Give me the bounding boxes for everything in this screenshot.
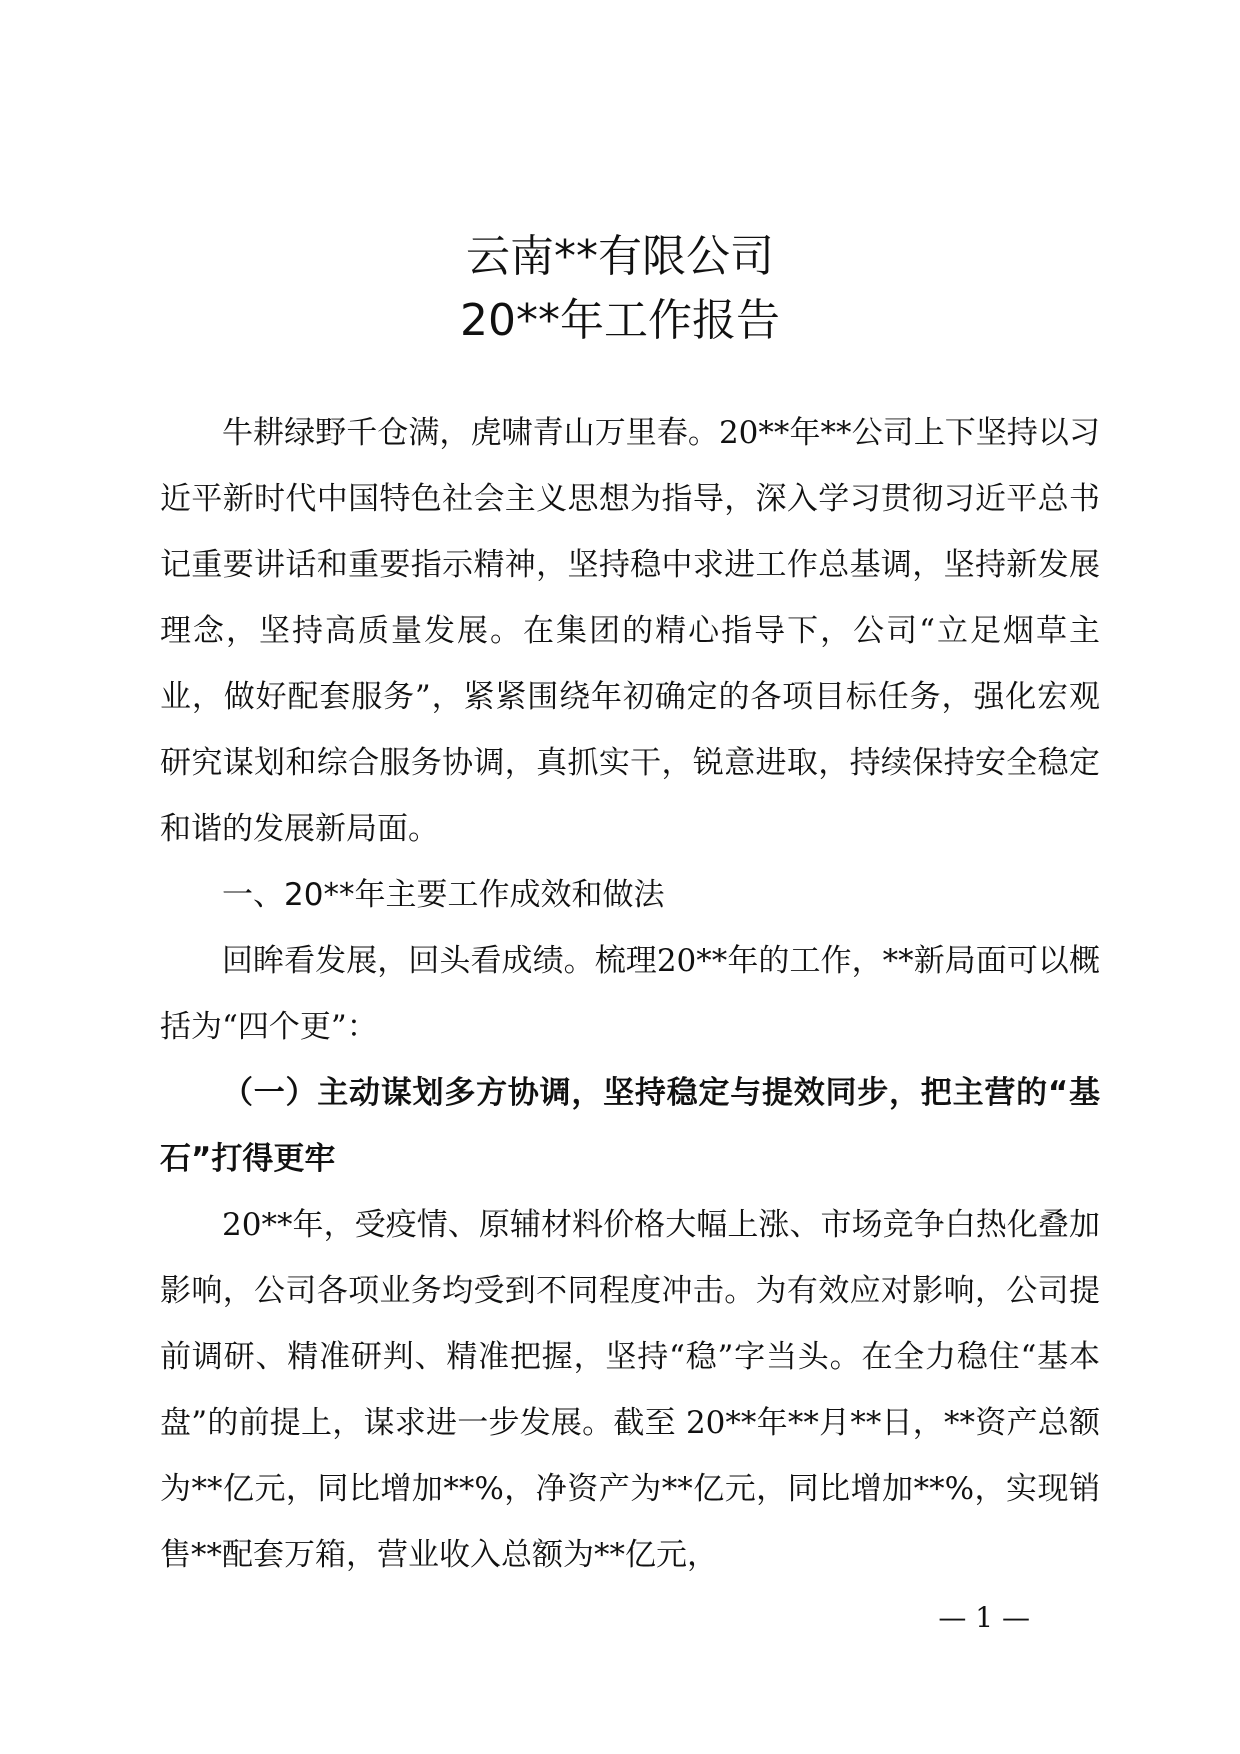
document-title <box>0 225 1240 353</box>
subsection-paragraph: 20**年，受疫情、原辅材料价格大幅上涨、市场竞争白热化叠加影响，公司各项业务均受到不同程度冲击。为有效应对影响，公司提前调研、精准研判、精准把握，坚持“稳”字当头。在全力稳住“基本盘”的前提上，谋求进一步发展。截至 20**年**月**日，**资产总额为**亿元，同比增加**%，净资产为**亿元，同比增加**%，实现销售**配套万箱，营业收入总额为**亿元， <box>160 1207 1100 1573</box>
page-number: — 1 — <box>938 1601 1030 1634</box>
title-company: 云南**有限公司 <box>466 231 774 282</box>
document-body <box>160 400 1100 1588</box>
intro-paragraph: 牛耕绿野千仓满，虎啸青山万里春。20**年**公司上下坚持以习近平新时代中国特色社会主义思想为指导，深入学习贯彻习近平总书记重要讲话和重要指示精神，坚持稳中求进工作总基调，坚持新发展理念，坚持高质量发展。在集团的精心指导下，公司“立足烟草主业，做好配套服务”，紧紧围绕年初确定的各项目标任务，强化宏观研究谋划和综合服务协调，真抓实干，锐意进取，持续保持安全稳定和谐的发展新局面。 <box>160 415 1100 847</box>
title-report: 20**年工作报告 <box>460 295 780 346</box>
section-intro-paragraph: 回眸看发展，回头看成绩。梳理20**年的工作，**新局面可以概括为“四个更”： <box>160 943 1100 1045</box>
section-heading-1: 一、20**年主要工作成效和做法 <box>222 877 665 913</box>
subsection-heading-1: （一）主动谋划多方协调，坚持稳定与提效同步，把主营的“基石”打得更牢 <box>160 1075 1100 1177</box>
